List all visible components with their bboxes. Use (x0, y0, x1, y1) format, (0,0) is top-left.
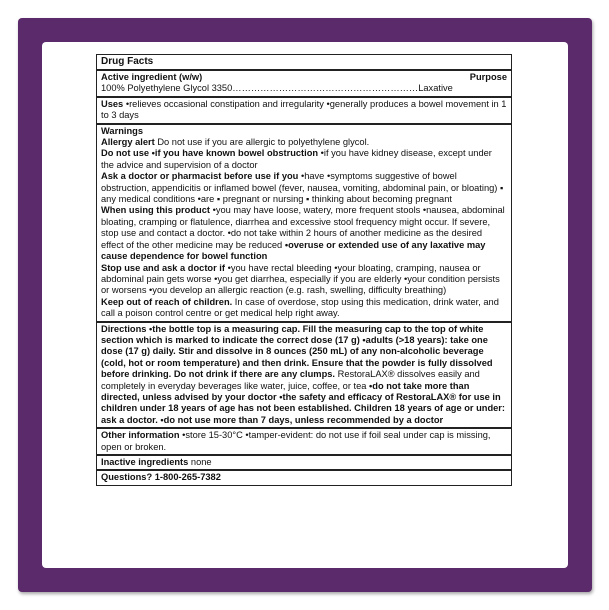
directions-section (97, 321, 511, 428)
uses-section (97, 96, 511, 123)
drug-facts-box (96, 54, 512, 486)
inactive-ingredients-section (97, 454, 511, 469)
do-not-use-label: Do not use •if you have known bowel obstruction (101, 148, 319, 159)
allergy-alert-text: Do not use if you are allergic to polyethylene glycol. (154, 137, 370, 148)
inactive-ingredients-text: none (188, 457, 212, 467)
stop-use-label: Stop use and ask a doctor if (101, 262, 225, 273)
inactive-ingredients-label: Inactive ingredients (101, 457, 189, 467)
drug-facts-title: Drug Facts (101, 56, 154, 67)
other-information-section (97, 427, 511, 454)
uses-label: Uses (101, 98, 124, 109)
other-information-label: Other information (101, 430, 180, 441)
ask-doctor-label: Ask a doctor or pharmacist before use if you (101, 171, 299, 182)
directions-label: Directions (101, 323, 147, 334)
keep-out-text: In case of overdose, stop using this medication, drink water, and call a poison control centre or get medical help right away. (101, 296, 499, 319)
active-ingredient-heading: Active ingredient (w/w) (101, 72, 203, 82)
directions-bold-text-2: •do not take more than directed, unless advised by your doctor •the safety and efficacy of RestoraLAX® for use in children under 18 years of age has not been established. Children 18 years of age or under: ask a doctor. •do not use more than 7 days, unless recommended by a doctor (101, 380, 506, 425)
keep-out-label: Keep out of reach of children. (101, 296, 233, 307)
allergy-alert-label: Allergy alert (101, 137, 155, 148)
when-using-bold-text: •overuse or extended use of any laxative may cause dependence for bowel function (101, 239, 486, 262)
active-ingredient-section (97, 69, 511, 96)
questions-section (97, 469, 511, 484)
questions-phone: 1-800-265-7382 (152, 472, 221, 483)
questions-label: Questions? (101, 472, 153, 483)
ingredient-line: 100% Polyethylene Glycol 3350……………………………………………………Laxative (101, 83, 453, 94)
do-not-use-text: •if you have kidney disease, except under the advice and supervision of a doctor (101, 148, 492, 170)
directions-normal-text: RestoraLAX® dissolves easily and completely in everyday beverages like water, juice, coffee, or tea (101, 369, 480, 391)
purpose-heading: Purpose (469, 72, 507, 82)
other-information-text: •store 15-30°C •tamper-evident: do not use if foil seal under cap is missing, open or broken. (101, 430, 491, 452)
warnings-section (97, 123, 511, 321)
uses-text: •relieves occasional constipation and irregularity •generally produces a bowel movement in 1 to 3 days (101, 98, 507, 121)
stop-use-text: •you have rectal bleeding •your bloating, cramping, nausea or abdominal pain gets worse •you get diarrhea, especially if you are elderly •your condition persists or worsens •you develop an allergic reaction (e.g. rash, swelling, difficulty breathing) (101, 262, 500, 296)
warnings-heading: Warnings (101, 125, 144, 136)
ask-doctor-text: •have •symptoms suggestive of bowel obstruction, appendicitis or inflamed bowel (fever, nausea, vomiting, abdominal pain, or bloating) ▪ any medical conditions •are ▪ pregnant or nursing ▪ thinking about becoming pregnant (101, 171, 504, 205)
when-using-text: •you may have loose, watery, more frequent stools •nausea, abdominal bloating, cramping or flatulence, diarrhea and excessive stool frequency might occur. If severe, stop use and contact a doctor. •do not take within 2 hours of another medicine as the desired effect of the other medicine may be reduced (101, 205, 505, 250)
directions-bold-text: •the bottle top is a measuring cap. Fill the measuring cap to the top of white section which is marked to indicate the correct dose (17 g) •adults (>18 years): take one dose (17 g) daily. Stir and dissolve in 8 ounces (250 mL) of any non-alcoholic beverage (cold, hot or room temperature) and then drink. Ensure that the powder is fully dissolved before drinking. Do not drink if there are any clumps. (101, 323, 493, 380)
when-using-label: When using this product (101, 205, 210, 216)
